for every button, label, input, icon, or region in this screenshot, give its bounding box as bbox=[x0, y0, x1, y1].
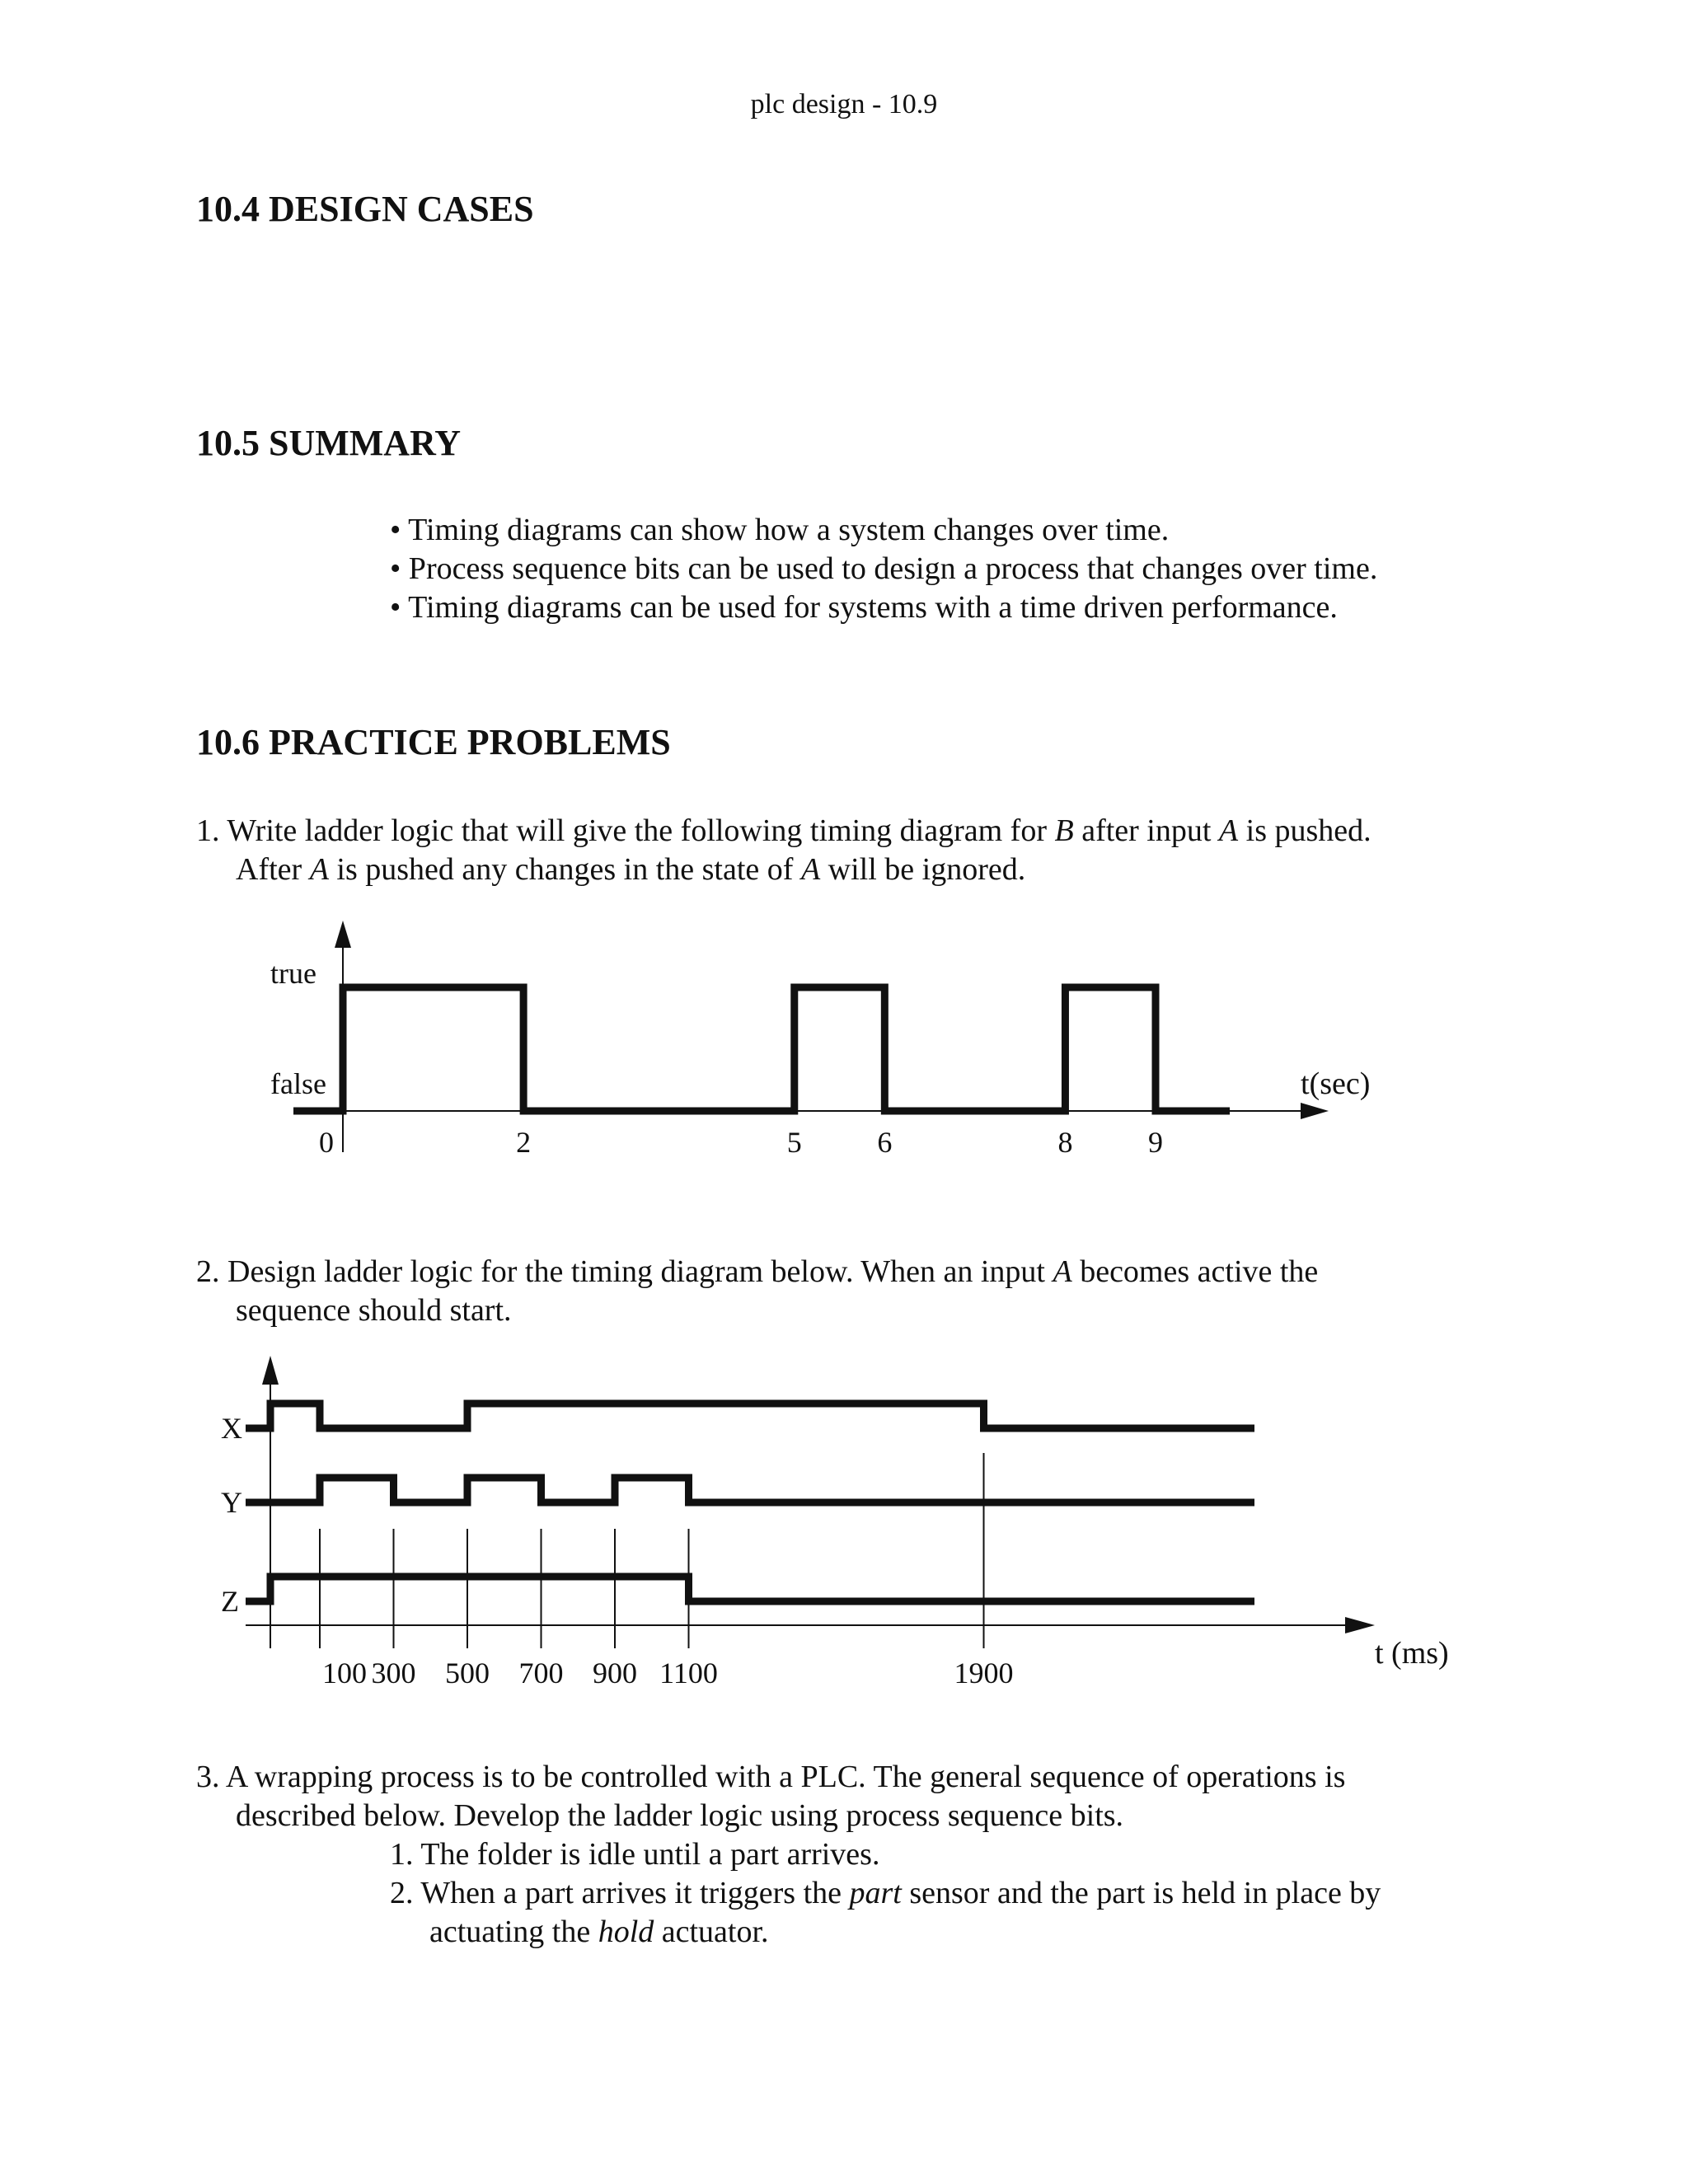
x-axis-label: t (ms) bbox=[1375, 1636, 1449, 1671]
x-tick-label: 1900 bbox=[954, 1657, 1014, 1690]
summary-bullet: • Timing diagrams can be used for systems with a time driven performance. bbox=[390, 590, 1338, 625]
level-label-false: false bbox=[270, 1067, 326, 1100]
x-tick-label: 8 bbox=[1057, 1126, 1073, 1159]
problem-3-line-2: described below. Develop the ladder logic using process sequence bits. bbox=[236, 1798, 1124, 1833]
x-axis-label: t(sec) bbox=[1301, 1066, 1371, 1101]
summary-bullet: • Timing diagrams can show how a system changes over time. bbox=[390, 513, 1170, 547]
heading-design-cases: 10.4 DESIGN CASES bbox=[196, 189, 534, 229]
signal-z-waveform bbox=[246, 1577, 1254, 1601]
x-tick-label: 700 bbox=[518, 1657, 564, 1690]
x-tick-label: 9 bbox=[1148, 1126, 1163, 1159]
level-label-true: true bbox=[270, 957, 316, 990]
x-tick-label: 900 bbox=[593, 1657, 637, 1690]
problem-3-line-1: 3. A wrapping process is to be controlled with a PLC. The general sequence of operations is bbox=[196, 1760, 1346, 1794]
problem-2-line-2: sequence should start. bbox=[236, 1293, 512, 1328]
x-tick-label: 100 bbox=[322, 1657, 367, 1690]
x-tick-label: 300 bbox=[371, 1657, 416, 1690]
problem-1-line-1: 1. Write ladder logic that will give the following timing diagram for B after input A is pushed. bbox=[196, 813, 1372, 848]
signal-x-waveform bbox=[246, 1404, 1254, 1428]
problem-3-step-2-cont: actuating the hold actuator. bbox=[429, 1915, 769, 1949]
x-tick-label: 5 bbox=[786, 1126, 802, 1159]
signal-label-z: Z bbox=[221, 1585, 239, 1618]
x-tick-label: 1100 bbox=[659, 1657, 718, 1690]
x-tick-label: 6 bbox=[877, 1126, 893, 1159]
x-tick-label: 0 bbox=[319, 1126, 334, 1159]
x-tick-label: 500 bbox=[445, 1657, 490, 1690]
signal-label-y: Y bbox=[221, 1486, 242, 1519]
heading-practice-problems: 10.6 PRACTICE PROBLEMS bbox=[196, 722, 671, 762]
x-axis-arrowhead bbox=[1345, 1617, 1375, 1633]
signal-y-waveform bbox=[246, 1478, 1254, 1502]
y-axis-arrowhead bbox=[262, 1356, 279, 1385]
problem-3-steps bbox=[390, 1835, 1381, 1952]
x-tick-label: 2 bbox=[516, 1126, 532, 1159]
problem-3-step-1: 1. The folder is idle until a part arrives. bbox=[390, 1837, 880, 1872]
heading-summary: 10.5 SUMMARY bbox=[196, 423, 462, 463]
problem-3-step-2: 2. When a part arrives it triggers the part sensor and the part is held in place by bbox=[390, 1876, 1381, 1910]
signal-label-x: X bbox=[221, 1412, 242, 1445]
running-header: plc design - 10.9 bbox=[750, 89, 938, 120]
problem-3 bbox=[196, 1758, 1345, 1835]
summary-bullet: • Process sequence bits can be used to design a process that changes over time. bbox=[390, 551, 1378, 586]
problem-1-line-2: After A is pushed any changes in the state of A will be ignored. bbox=[236, 852, 1026, 887]
problem-2-line-1: 2. Design ladder logic for the timing diagram below. When an input A becomes active the bbox=[196, 1254, 1319, 1289]
